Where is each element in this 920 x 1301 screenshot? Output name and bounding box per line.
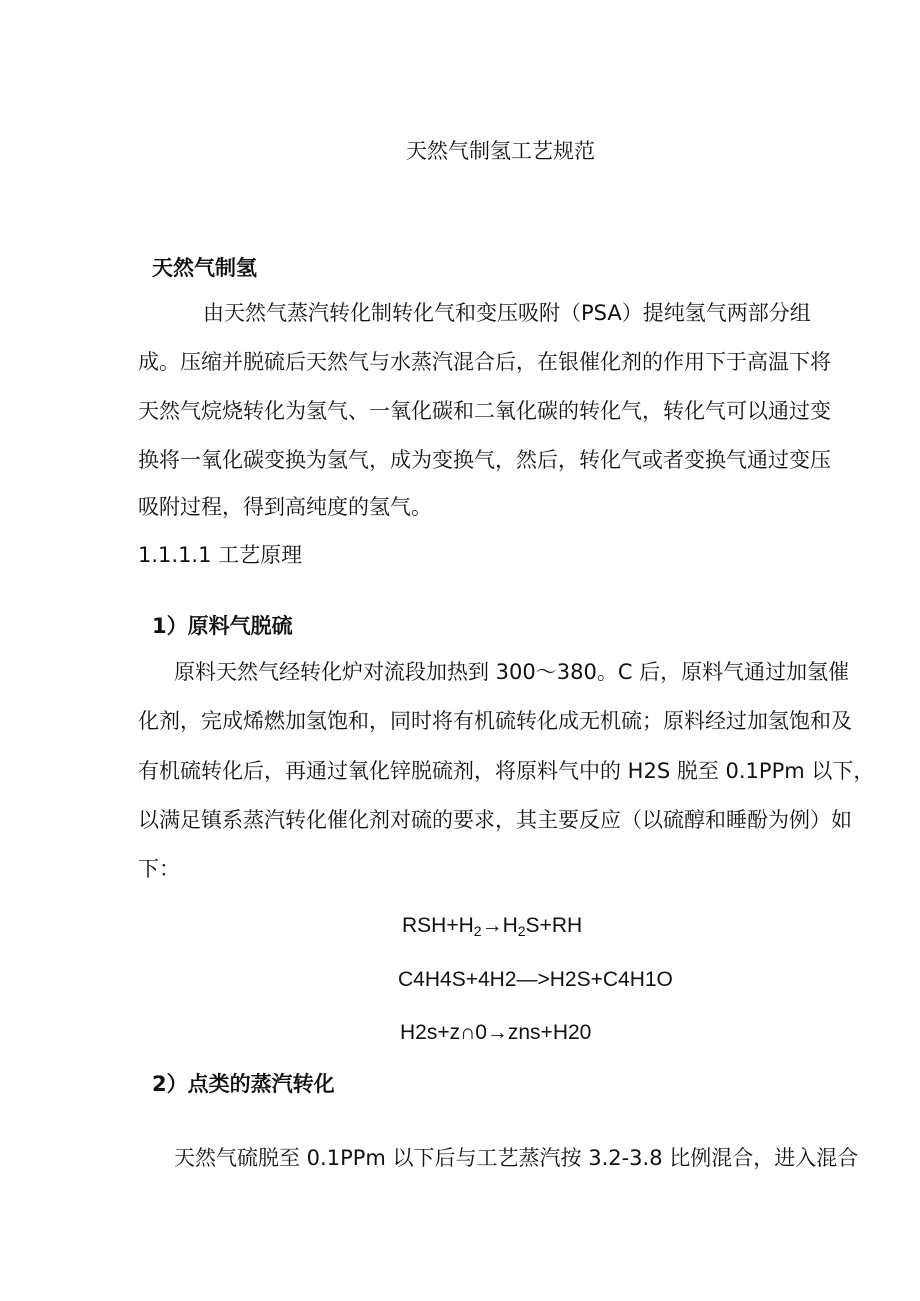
equation-part: S+RH [525,914,583,937]
paragraph-line: 换将一氧化碳变换为氢气，成为变换气，然后，转化气或者变换气通过变压 [138,448,831,472]
item1-heading: 1）原料气脱硫 [152,614,293,638]
paragraph-line: 下： [138,857,180,881]
equation-part: RSH+H [402,914,474,937]
equation-2: C4H4S+4H2—>H2S+C4H1O [398,968,673,991]
equation-subscript: 2 [473,923,482,939]
paragraph-line: 天然气烷烧转化为氢气、一氧化碳和二氧化碳的转化气，转化气可以通过变 [138,399,831,423]
equation-1 [402,914,583,939]
equation-part: →H [481,914,518,937]
subsection-heading: 1.1.1.1 工艺原理 [138,543,303,567]
equation-3: H2s+z∩0→zns+H20 [400,1021,592,1044]
paragraph-line: 化剂，完成烯燃加氢饱和，同时将有机硫转化成无机硫；原料经过加氢饱和及 [138,709,852,733]
paragraph-line: 天然气硫脱至 0.1PPm 以下后与工艺蒸汽按 3.2-3.8 比例混合，进入混合 [174,1146,859,1170]
document-title: 天然气制氢工艺规范 [406,139,595,163]
paragraph-line: 以满足镇系蒸汽转化催化剂对硫的要求，其主要反应（以硫醇和睡酚为例）如 [138,808,852,832]
section-heading: 天然气制氢 [152,256,257,280]
paragraph-line: 由天然气蒸汽转化制转化气和变压吸附（PSA）提纯氢气两部分组 [203,301,811,325]
paragraph-line: 成。压缩并脱硫后天然气与水蒸汽混合后，在银催化剂的作用下于高温下将 [138,350,831,374]
paragraph-line: 原料天然气经转化炉对流段加热到 300～380。C 后，原料气通过加氢催 [174,660,850,684]
paragraph-line: 吸附过程，得到高纯度的氢气。 [138,495,432,519]
equation-subscript: 2 [517,923,526,939]
item2-heading: 2）点类的蒸汽转化 [152,1072,335,1096]
paragraph-line: 有机硫转化后，再通过氧化锌脱硫剂，将原料气中的 H2S 脱至 0.1PPm 以下， [138,759,875,783]
